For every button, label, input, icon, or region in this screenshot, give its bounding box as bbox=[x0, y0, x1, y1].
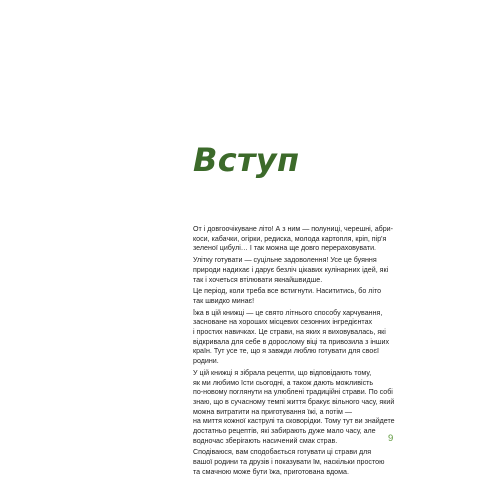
text-line: Сподіваюся, вам сподобається готувати ці страви для bbox=[193, 448, 372, 457]
text-line: як ми любимо їсти сьогодні, а також дають можливість bbox=[193, 378, 374, 387]
text-line: по-новому поглянути на улюблені традиційні страви. По собі bbox=[193, 388, 393, 397]
intro-text bbox=[193, 225, 413, 480]
text-line: так швидко минає! bbox=[193, 296, 255, 305]
paragraph-4 bbox=[193, 309, 413, 367]
text-line: водночас зберігають насичений смак страв. bbox=[193, 436, 338, 445]
text-line: так і хочеться втілювати якнайшвидше. bbox=[193, 275, 323, 284]
text-line: знаю, що в сучасному темпі життя бракує вільного часу, який bbox=[193, 397, 395, 406]
page-number: 9 bbox=[388, 433, 394, 444]
chapter-title: Вступ bbox=[193, 141, 300, 179]
text-line: країн. Тут усе те, що я завжди люблю готувати для своєї bbox=[193, 347, 379, 356]
text-line: вашої родини та друзів і показувати їм, наскільки простою bbox=[193, 458, 385, 467]
text-line: Їжа в цій книжці — це свято літнього способу харчування, bbox=[193, 308, 383, 317]
paragraph-1 bbox=[193, 225, 413, 254]
text-line: коси, кабачки, огірки, редиска, молода картопля, кріп, пір'я bbox=[193, 234, 387, 243]
text-line: і простих навичках. Це страви, на яких я виховувалась, які bbox=[193, 328, 386, 337]
text-line: засноване на хороших місцевих сезонних інгредієнтах bbox=[193, 318, 373, 327]
text-line: можна витратити на приготування їжі, а потім — bbox=[193, 407, 352, 416]
text-line: родини. bbox=[193, 357, 219, 366]
paragraph-2 bbox=[193, 256, 413, 285]
text-line: на миття кожної каструлі та сковорідки. Тому тут ви знайдете bbox=[193, 417, 395, 426]
paragraph-3 bbox=[193, 287, 413, 306]
text-line: У цій книжці я зібрала рецепти, що відповідають тому, bbox=[193, 368, 372, 377]
text-line: Це період, коли треба все встигнути. Насититись, бо літо bbox=[193, 287, 382, 296]
text-line: та смачною може бути їжа, приготована вдома. bbox=[193, 467, 349, 476]
text-line: От і довгоочікуване літо! А з ним — полуниці, черешні, абри- bbox=[193, 225, 393, 233]
text-line: Улітку готувати — суцільне задоволення! Усе це буяння bbox=[193, 256, 377, 265]
paragraph-6 bbox=[193, 448, 413, 477]
text-line: достатньо рецептів, які забирають дуже мало часу, але bbox=[193, 427, 376, 436]
paragraph-5 bbox=[193, 369, 413, 447]
text-line: відкривала для себе в дорослому віці та привозила з інших bbox=[193, 337, 390, 346]
text-line: природи надихає і дарує безліч цікавих кулінарних ідей, які bbox=[193, 265, 389, 274]
text-line: зеленої цибулі… І так можна ще довго перераховувати. bbox=[193, 244, 376, 253]
